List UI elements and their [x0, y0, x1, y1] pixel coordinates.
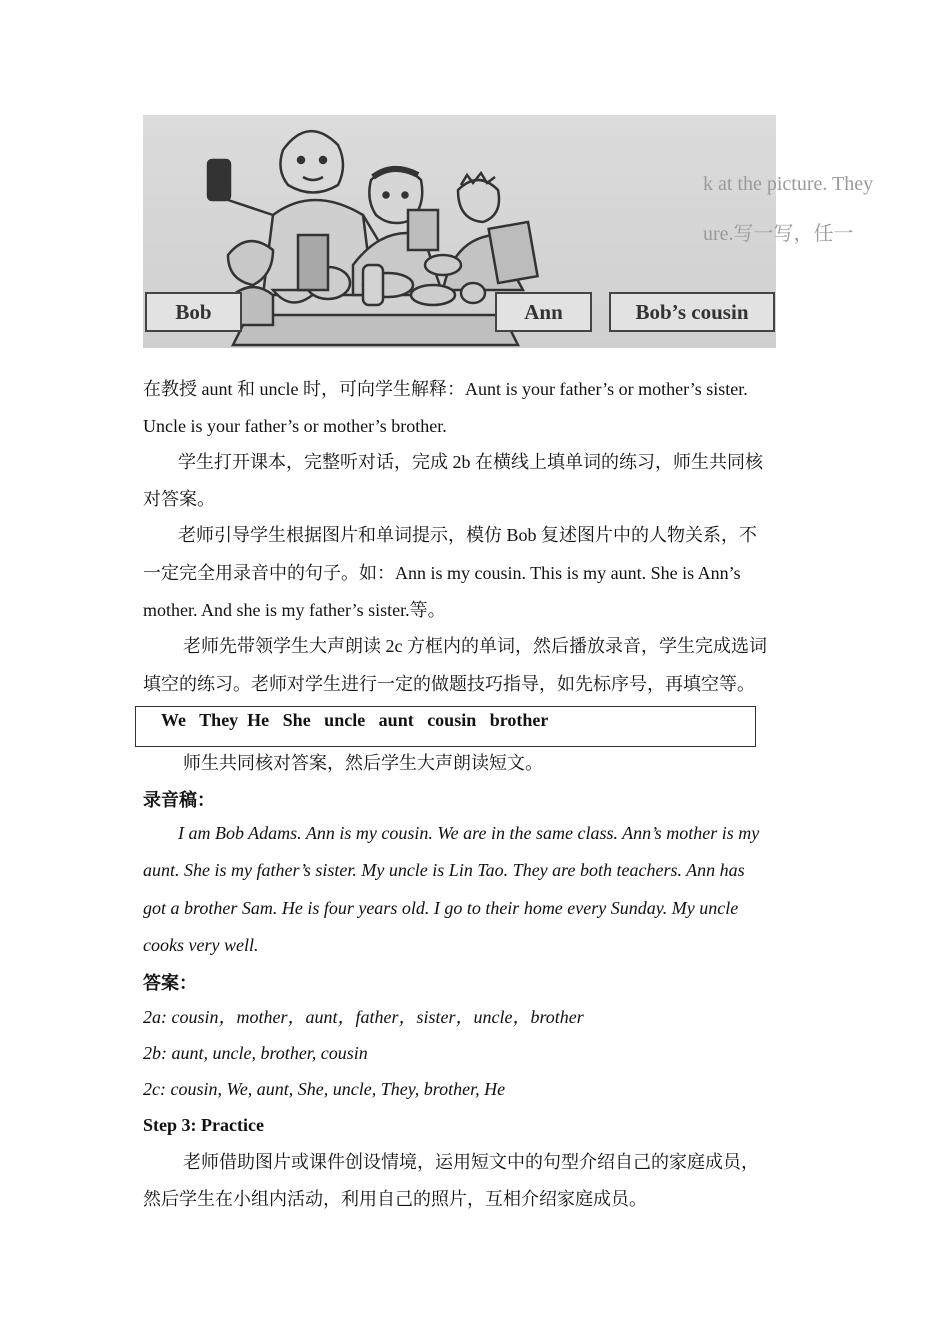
paragraph-2c-line1: 老师先带领学生大声朗读 2c 方框内的单词，然后播放录音，学生完成选词	[183, 636, 767, 656]
svg-text:ure.写一写，任一: ure.写一写，任一	[703, 223, 854, 245]
word-bank-words: We They He She uncle aunt cousin brother	[161, 710, 549, 730]
paragraph-2b-line2: 对答案。	[143, 489, 215, 509]
answer-2c: 2c: cousin, We, aunt, She, uncle, They, brother, He	[143, 1079, 506, 1099]
step3-line-2: 然后学生在小组内活动，利用自己的照片，互相介绍家庭成员。	[143, 1189, 647, 1209]
answer-2b: 2b: aunt, uncle, brother, cousin	[143, 1043, 368, 1063]
family-illustration	[143, 115, 874, 348]
step3-line-1: 老师借助图片或课件创设情境，运用短文中的句型介绍自己的家庭成员，	[183, 1152, 759, 1172]
faded-text-1: k at the picture. They	[703, 173, 874, 195]
script-line-1: I am Bob Adams. Ann is my cousin. We are in the same class. Ann’s mother is my	[178, 823, 760, 843]
script-line-4: cooks very well.	[143, 935, 259, 955]
paragraph-retell-line2: 一定完全用录音中的句子。如：Ann is my cousin. This is my aunt. She is Ann’s	[143, 563, 741, 583]
paragraph-aunt-uncle-line1: 在教授 aunt 和 uncle 时，可向学生解释：Aunt is your father’s or mother’s sister.	[143, 379, 748, 399]
word-bank-box	[135, 706, 756, 747]
answers-heading: 答案：	[143, 973, 197, 993]
label-bobs-cousin: Bob’s cousin	[609, 292, 775, 332]
paragraph-retell-line1: 老师引导学生根据图片和单词提示，模仿 Bob 复述图片中的人物关系，不	[178, 525, 758, 545]
script-line-3: got a brother Sam. He is four years old. I go to their home every Sunday. My uncle	[143, 898, 739, 918]
label-ann: Ann	[495, 292, 592, 332]
paragraph-2b-line1: 学生打开课本，完整听对话，完成 2b 在横线上填单词的练习，师生共同核	[178, 452, 763, 472]
paragraph-aunt-uncle-line2: Uncle is your father’s or mother’s brother.	[143, 416, 447, 436]
script-heading: 录音稿：	[143, 790, 215, 810]
script-line-2: aunt. She is my father’s sister. My uncle is Lin Tao. They are both teachers. Ann has	[143, 860, 745, 880]
answer-2a: 2a: cousin，mother，aunt，father，sister，uncle，brother	[143, 1007, 584, 1027]
label-bob: Bob	[145, 292, 242, 332]
paragraph-retell-line3: mother. And she is my father’s sister.等。	[143, 600, 446, 620]
paragraph-2c-line2: 填空的练习。老师对学生进行一定的做题技巧指导，如先标序号，再填空等。	[143, 674, 755, 694]
step3-heading: Step 3: Practice	[143, 1115, 264, 1135]
paragraph-check-answers: 师生共同核对答案，然后学生大声朗读短文。	[183, 753, 543, 773]
